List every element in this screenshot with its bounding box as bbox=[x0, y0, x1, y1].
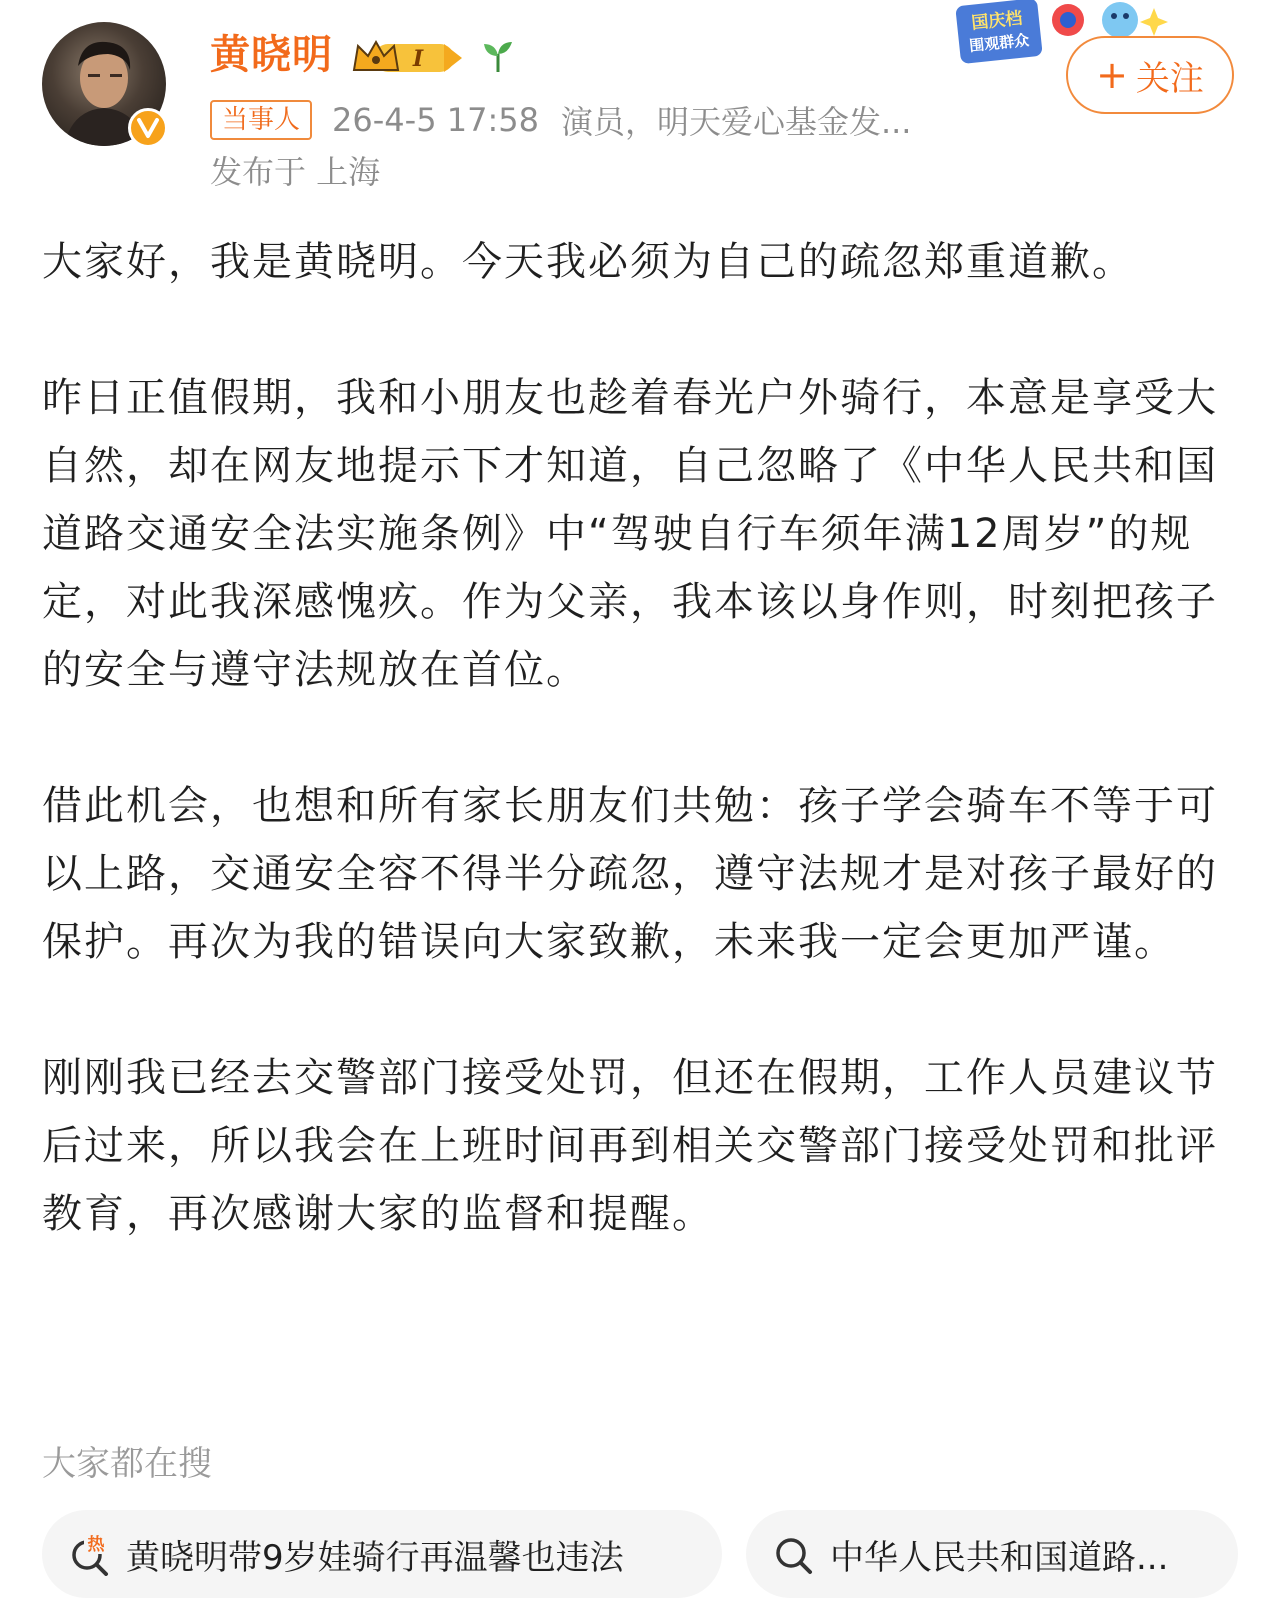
post-paragraph: 昨日正值假期，我和小朋友也趁着春光户外骑行，本意是享受大自然，却在网友地提示下才知道，自己忽略了《中华人民共和国道路交通安全法实施条例》中“驾驶自行车须年满12周岁”的规定，对此我深感愧疚。作为父亲，我本该以身作则，时刻把孩子的安全与遵守法规放在首位。 bbox=[42, 375, 1218, 693]
follow-label: 关注 bbox=[1135, 58, 1204, 99]
vip-level-text: I bbox=[412, 46, 424, 72]
trending-search-chip[interactable] bbox=[746, 1510, 1238, 1598]
event-sticker-line1: 国庆档 bbox=[970, 8, 1024, 34]
post-paragraph: 刚刚我已经去交警部门接受处罚，但还在假期，工作人员建议节后过来，所以我会在上班时间再到相关交警部门接受处罚和批评教育，再次感谢大家的监督和提醒。 bbox=[42, 1055, 1218, 1237]
sprout-icon bbox=[478, 36, 518, 76]
post-paragraph: 大家好，我是黄晓明。今天我必须为自己的疏忽郑重道歉。 bbox=[42, 239, 1134, 285]
follow-button[interactable] bbox=[1066, 36, 1234, 114]
trending-search-chip[interactable] bbox=[42, 1510, 722, 1598]
trending-search-text: 黄晓明带9岁娃骑行再温馨也违法 bbox=[126, 1537, 624, 1578]
post-header bbox=[0, 0, 1280, 210]
verified-v-icon bbox=[128, 108, 168, 148]
trending-search-title: 大家都在搜 bbox=[42, 1444, 212, 1484]
hot-label: 热 bbox=[87, 1535, 105, 1555]
plus-icon: + bbox=[1096, 53, 1128, 97]
post-timestamp: 26-4-5 17:58 bbox=[332, 101, 539, 139]
username[interactable]: 黄晓明 bbox=[210, 32, 333, 78]
role-tag[interactable]: 当事人 bbox=[210, 100, 312, 140]
vip-crown-badge-icon[interactable] bbox=[352, 36, 468, 78]
event-sticker-line2: 围观群众 bbox=[968, 30, 1031, 56]
post-body bbox=[42, 228, 1242, 1248]
post-location: 发布于 上海 bbox=[210, 153, 381, 191]
search-icon bbox=[772, 1532, 816, 1576]
user-description: 演员，明天爱心基金发... bbox=[560, 103, 912, 141]
post-paragraph: 借此机会，也想和所有家长朋友们共勉：孩子学会骑车不等于可以上路，交通安全容不得半分疏忽，遵守法规才是对孩子最好的保护。再次为我的错误向大家致歉，未来我一定会更加严谨。 bbox=[42, 783, 1218, 965]
trending-search-text: 中华人民共和国道路... bbox=[830, 1537, 1169, 1578]
post-meta bbox=[210, 98, 911, 142]
hot-search-icon bbox=[68, 1532, 112, 1576]
